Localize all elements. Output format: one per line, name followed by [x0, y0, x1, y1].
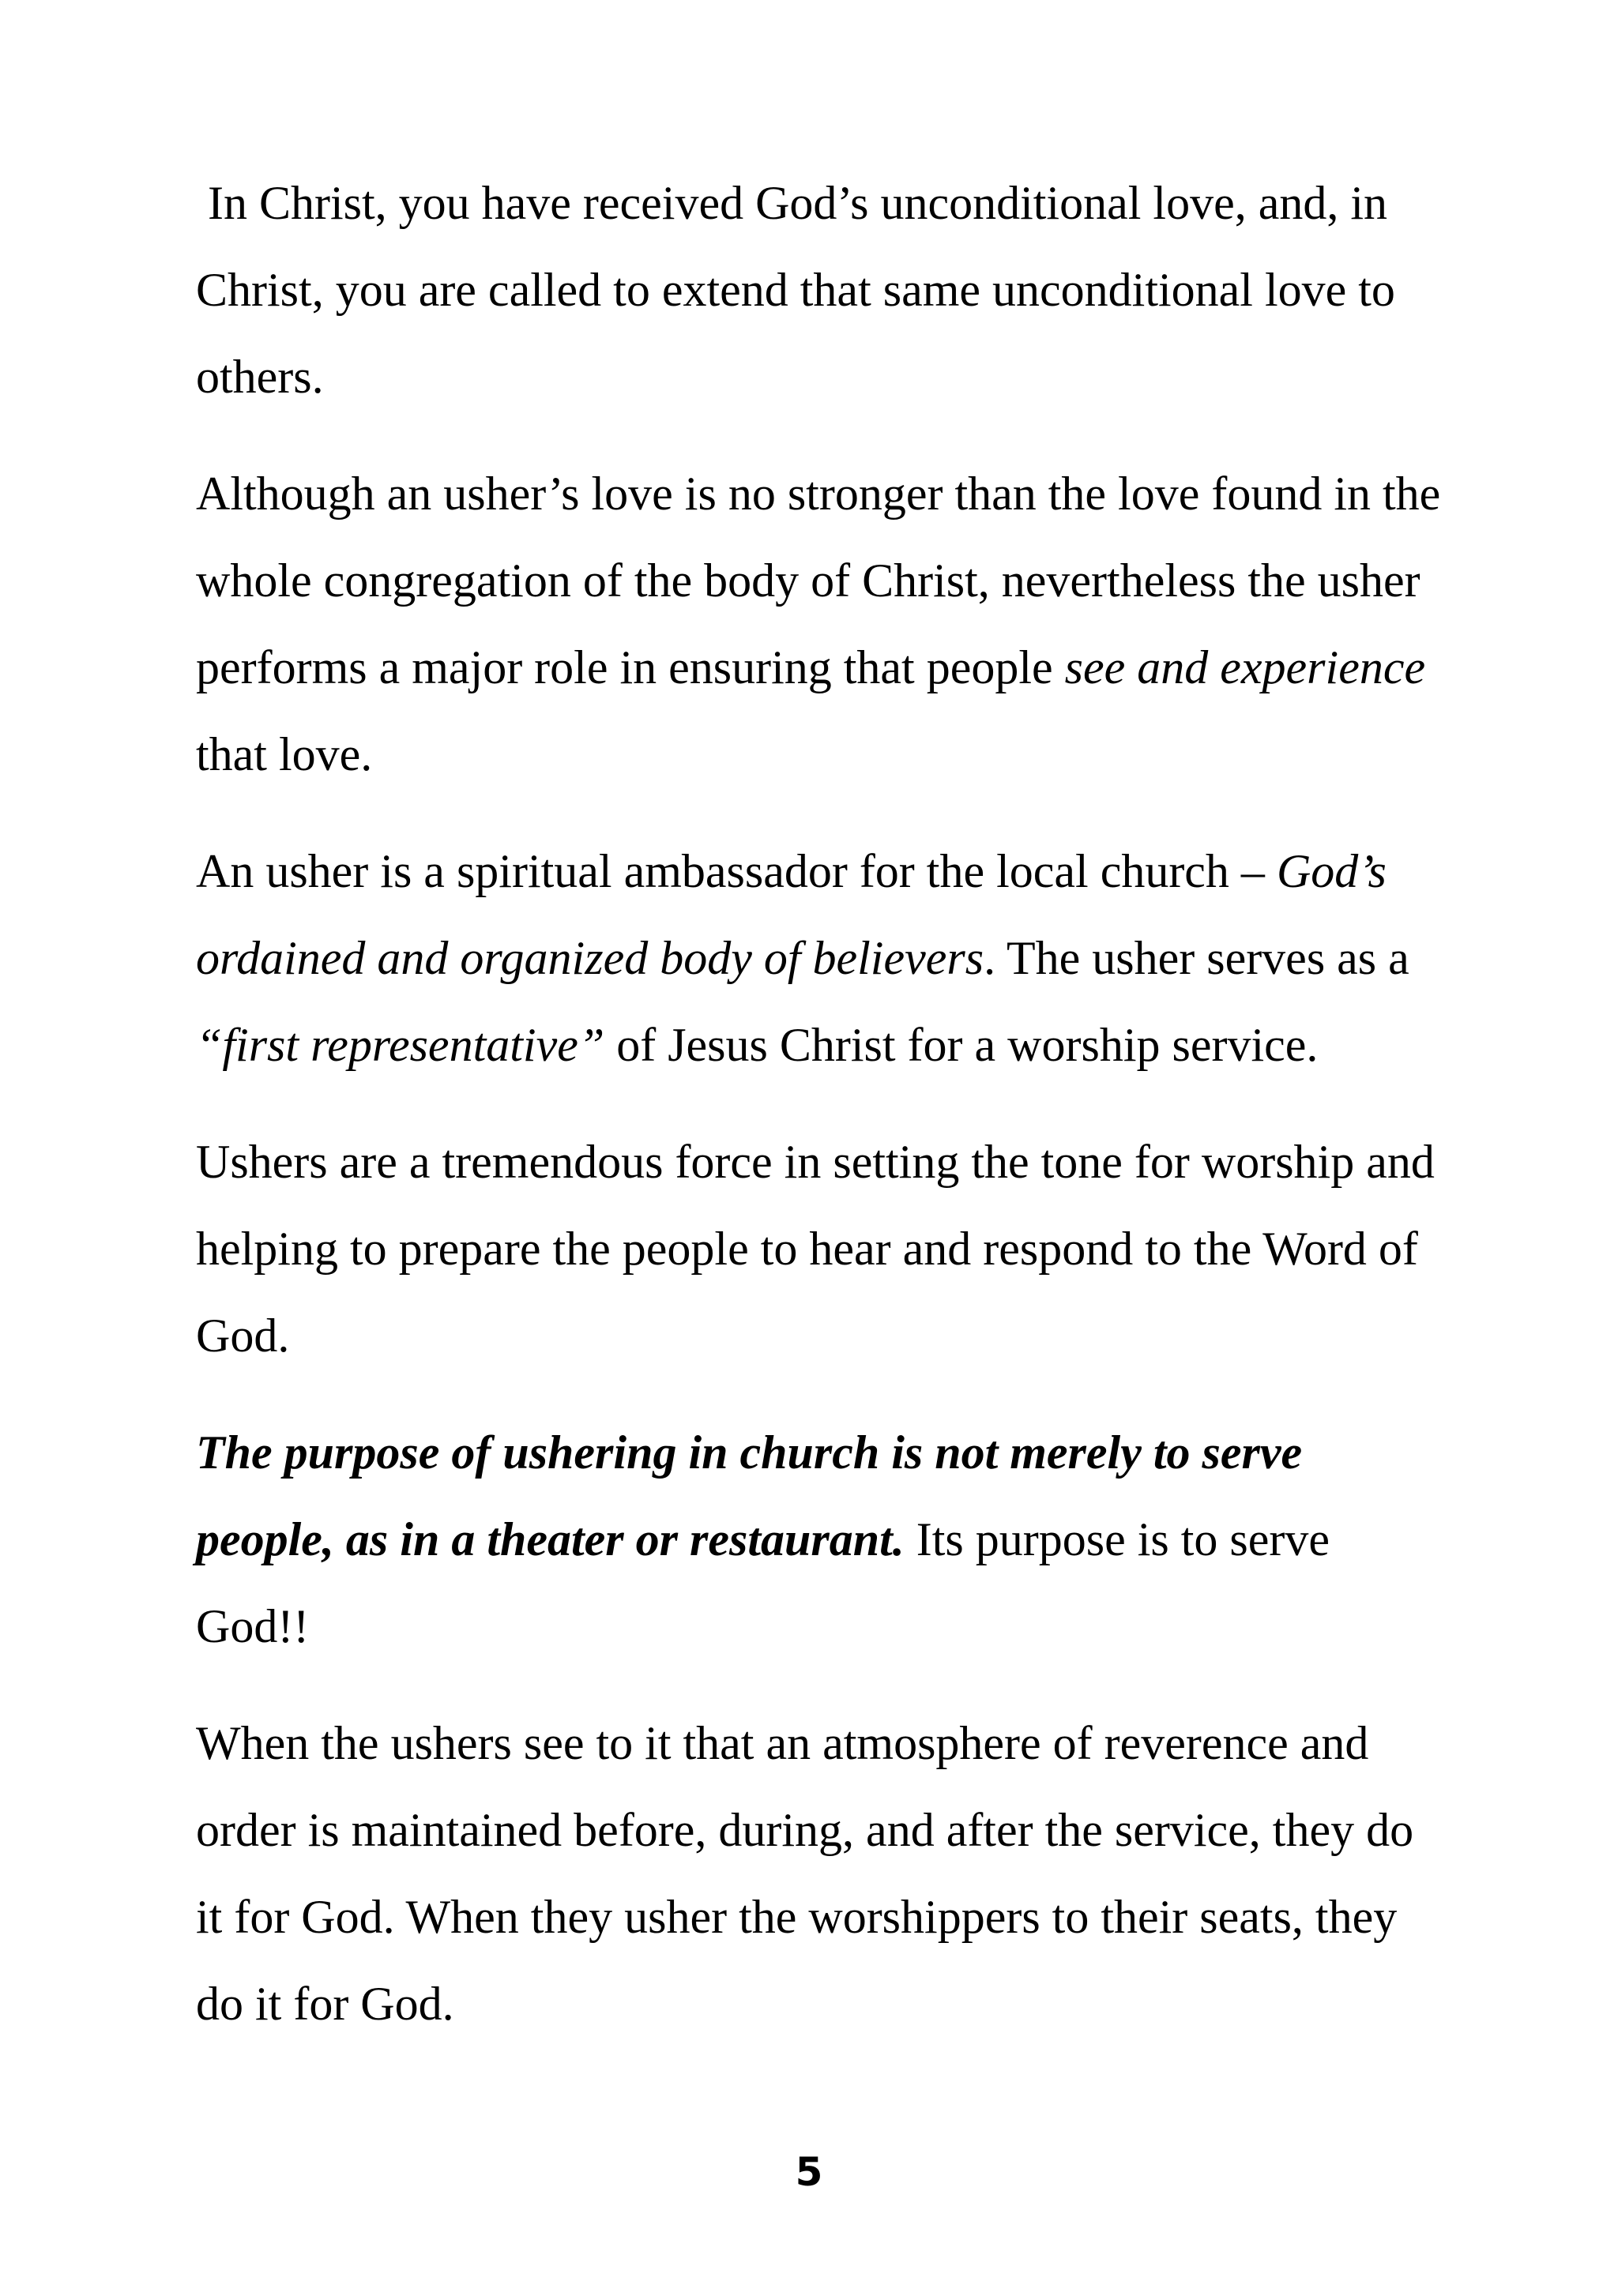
paragraph-text: In Christ, you have received God’s unconditional love, and, in Christ, you are called to extend that same unconditional love to others.: [196, 177, 1395, 403]
paragraph-ambassador: [196, 828, 1444, 1088]
paragraph-text: Its purpose is to serve God!!: [196, 1513, 1330, 1652]
paragraph-text: Although an usher’s love is no stronger than the love found in the whole congregation of the body of Christ, nevertheless the usher performs a major role in ensuring that people: [196, 468, 1441, 693]
paragraph-do-it-for-god: [196, 1700, 1444, 2047]
paragraph-unconditional-love: [196, 160, 1444, 420]
paragraph-text: . The usher serves as a: [984, 932, 1409, 984]
bold-italic-emphasis: The purpose of ushering in church is not merely to serve people, as in a theater or restaurant.: [196, 1426, 1303, 1565]
paragraph-text: that love.: [196, 728, 373, 780]
paragraph-text: An usher is a spiritual ambassador for the local church –: [196, 845, 1277, 897]
paragraph-purpose: [196, 1409, 1444, 1670]
paragraph-text: of Jesus Christ for a worship service.: [604, 1019, 1319, 1071]
paragraph-usher-love: [196, 450, 1444, 798]
italic-emphasis: see and experience: [1064, 641, 1426, 693]
body-text: [196, 160, 1444, 2047]
page-number: 5: [795, 2149, 823, 2195]
italic-emphasis: God’s ordained and organized body of believers: [196, 845, 1387, 984]
italic-quote: “first representative”: [196, 1019, 605, 1071]
paragraph-text: When the ushers see to it that an atmosphere of reverence and order is maintained before, during, and after the service, they do it for God. When they usher the worshippers to their seats, they do it for God.: [196, 1717, 1414, 2030]
paragraph-text: Ushers are a tremendous force in setting the tone for worship and helping to prepare the people to hear and respond to the Word of God.: [196, 1136, 1435, 1362]
paragraph-tone-for-worship: [196, 1118, 1444, 1379]
leading-space: [196, 177, 208, 229]
